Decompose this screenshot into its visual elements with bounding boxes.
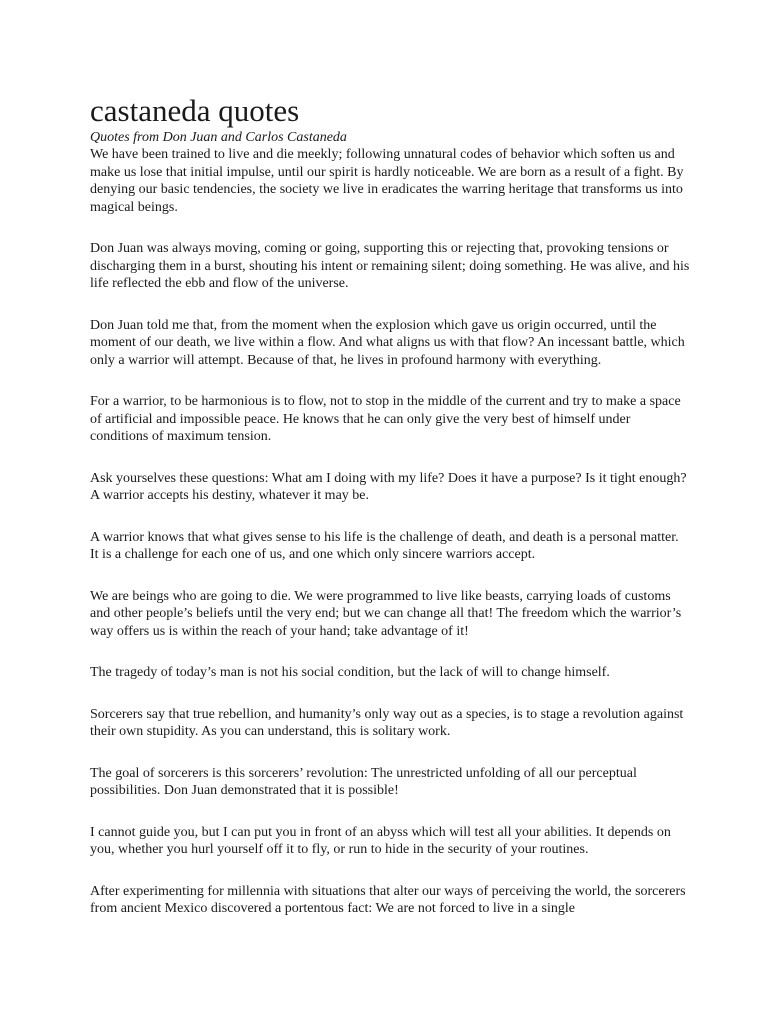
quote-paragraph-6: A warrior knows that what gives sense to his life is the challenge of death, and death is a personal matter. It is a challenge for each one of us, and one which only sincere warriors accept. (90, 529, 679, 562)
quote-paragraph-1: We have been trained to live and die meekly; following unnatural codes of behavior which soften us and make us lose that initial impulse, until our spirit is hardly noticeable. We are born as a result of a fight. By denying our basic tendencies, the society we live in eradicates the warring heritage that transforms us into magical beings. (90, 147, 684, 215)
quote-paragraph-11: I cannot guide you, but I can put you in front of an abyss which will test all your abilities. It depends on you, whether you hurl yourself off it to fly, or run to hide in the security of your routines. (90, 824, 671, 857)
quote-paragraph-7: We are beings who are going to die. We were programmed to live like beasts, carrying loads of customs and other people’s beliefs until the very end; but we can change all that! The freedom which the warrior’s way offers us is within the reach of your hand; take advantage of it! (90, 588, 682, 639)
quote-paragraph-3: Don Juan told me that, from the moment when the explosion which gave us origin occurred, until the moment of our death, we live within a flow. And what aligns us with that flow? An incessant battle, which only a warrior will attempt. Because of that, he lives in profound harmony with everything. (90, 317, 685, 368)
document-page (90, 93, 690, 942)
quote-paragraph-12: After experimenting for millennia with situations that alter our ways of perceiving the world, the sorcerers from ancient Mexico discovered a portentous fact: We are not forced to live in a single (90, 883, 686, 916)
quote-paragraph-5: Ask yourselves these questions: What am I doing with my life? Does it have a purpose? Is it tight enough? A warrior accepts his destiny, whatever it may be. (90, 470, 687, 503)
quote-paragraph-2: Don Juan was always moving, coming or going, supporting this or rejecting that, provoking tensions or discharging them in a burst, shouting his intent or remaining silent; doing something. He was alive, and his life reflected the ebb and flow of the universe. (90, 241, 690, 291)
quote-paragraph-9: Sorcerers say that true rebellion, and humanity’s only way out as a species, is to stage a revolution against their own stupidity. As you can understand, this is solitary work. (90, 706, 684, 739)
quote-paragraph-10: The goal of sorcerers is this sorcerers’ revolution: The unrestricted unfolding of all our perceptual possibilities. Don Juan demonstrated that it is possible! (90, 765, 637, 798)
quote-paragraph-8: The tragedy of today’s man is not his social condition, but the lack of will to change himself. (90, 665, 610, 680)
document-subtitle: Quotes from Don Juan and Carlos Castaneda (90, 130, 347, 145)
document-title: castaneda quotes (90, 93, 300, 128)
quote-paragraph-4: For a warrior, to be harmonious is to flow, not to stop in the middle of the current and try to make a space of artificial and impossible peace. He knows that he can only give the very best of himself under conditions of maximum tension. (90, 394, 681, 444)
